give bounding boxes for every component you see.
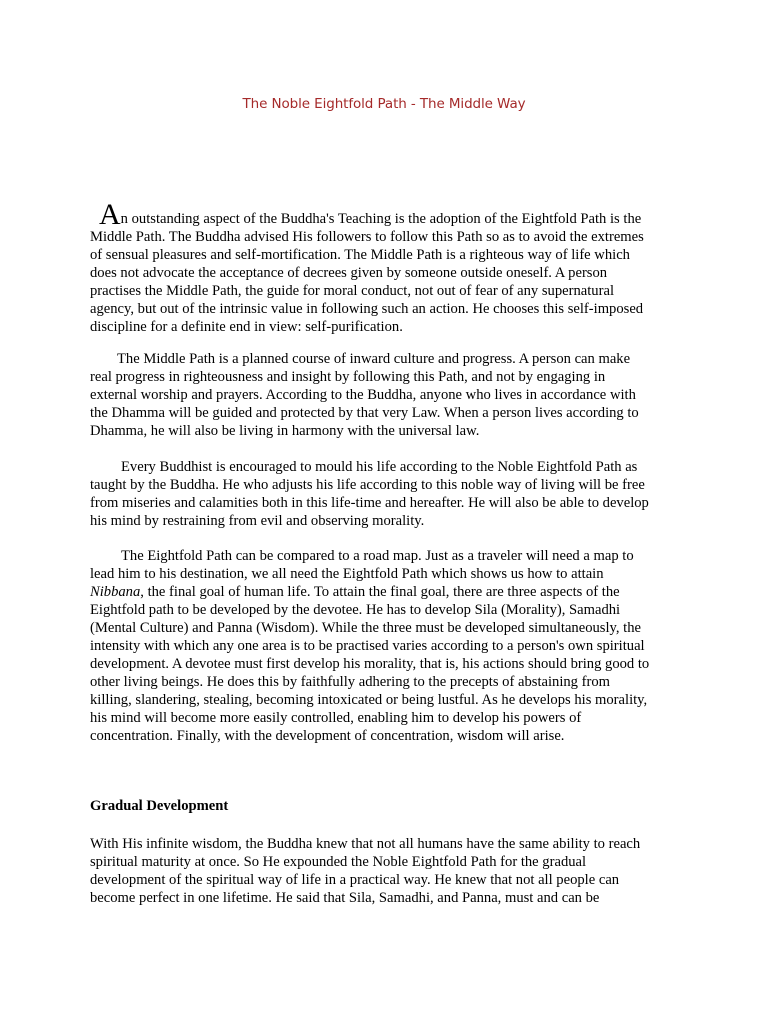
document-title: The Noble Eightfold Path - The Middle Way bbox=[242, 96, 526, 112]
paragraph-middle-path: The Middle Path is a planned course of inward culture and progress. A person can make real progress in righteousness and insight by following this Path, and not by engaging in external worship and prayers. According to the Buddha, anyone who lives in accordance with the Dhamma will be guided and protected by that very Law. When a person lives according to Dhamma, he will also be living in harmony with the universal law. bbox=[90, 351, 639, 439]
drop-cap: A bbox=[99, 198, 121, 231]
paragraph-road-map bbox=[90, 547, 650, 745]
paragraph-road-map-text-after: , the final goal of human life. To attain the final goal, there are three aspects of the Eightfold path to be developed by the devotee. He has to develop Sila (Morality), Samadhi (Mental Culture) and Panna (Wisdom). While the three must be developed simultaneously, the intensity with which any one area is to be practised varies according to a person's own spiritual development. A devotee must first develop his morality, that is, his actions should bring good to other living beings. He does this by faithfully adhering to the precepts of abstaining from killing, slandering, stealing, becoming intoxicated or being lustful. As he develops his morality, his mind will become more easily controlled, enabling him to develop his powers of concentration. Finally, with the development of concentration, wisdom will arise. bbox=[90, 584, 650, 744]
paragraph-intro-text: n outstanding aspect of the Buddha's Teaching is the adoption of the Eightfold Path is the Middle Path. The Buddha advised His followers to follow this Path so as to avoid the extremes of sensual pleasures and self-mortification. The Middle Path is a righteous way of life which does not advocate the acceptance of decrees given by someone outside oneself. A person practises the Middle Path, the guide for moral conduct, not out of fear of any supernatural agency, but out of the intrinsic value in following such an action. He chooses this self-imposed discipline for a definite end in view: self-purification. bbox=[90, 211, 644, 335]
paragraph-every-buddhist: Every Buddhist is encouraged to mould his life according to the Noble Eightfold Path as taught by the Buddha. He who adjusts his life according to this noble way of living will be free from miseries and calamities both in this life-time and hereafter. He will also be able to develop his mind by restraining from evil and observing morality. bbox=[90, 459, 649, 529]
paragraph-road-map-text-before: The Eightfold Path can be compared to a road map. Just as a traveler will need a map to lead him to his destination, we all need the Eightfold Path which shows us how to attain bbox=[90, 548, 634, 582]
section-heading: Gradual Development bbox=[90, 798, 229, 814]
nibbana-emphasis: Nibbana bbox=[90, 584, 141, 600]
paragraph-intro bbox=[90, 198, 650, 336]
paragraph-gradual-development: With His infinite wisdom, the Buddha knew that not all humans have the same ability to reach spiritual maturity at once. So He expounded the Noble Eightfold Path for the gradual development of the spiritual way of life in a practical way. He knew that not all people can become perfect in one lifetime. He said that Sila, Samadhi, and Panna, must and can be bbox=[90, 836, 641, 906]
